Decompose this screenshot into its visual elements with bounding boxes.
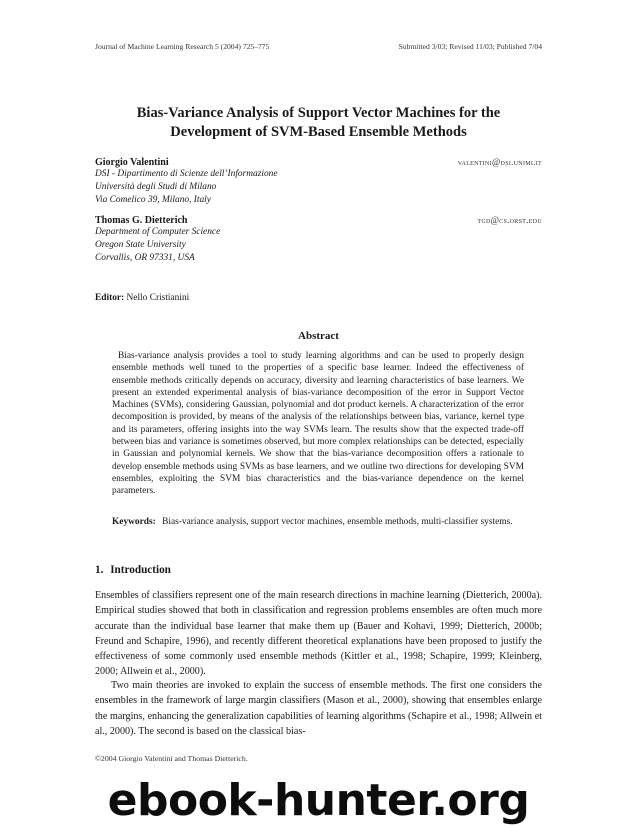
paper-title-line-1: Bias-Variance Analysis of Support Vector Machines for the <box>136 105 501 121</box>
author-email: valentini@dsi.unimi.it <box>457 157 542 167</box>
author-name: Thomas G. Dietterich <box>95 215 188 226</box>
abstract-heading: Abstract <box>298 330 339 342</box>
keywords-line <box>112 516 524 528</box>
author-affiliation-line: Via Comelico 39, Milano, Italy <box>95 195 211 205</box>
editor-label: Editor: <box>95 293 125 303</box>
copyright-notice: ©2004 Giorgio Valentini and Thomas Dietterich. <box>95 754 248 763</box>
keywords-text: Bias-variance analysis, support vector machines, ensemble methods, multi-classifier systems. <box>162 517 513 527</box>
submission-dates: Submitted 3/03; Revised 11/03; Published 7/04 <box>398 42 542 51</box>
section-title: Introduction <box>110 564 171 576</box>
author-block-2 <box>95 215 542 265</box>
paper-title <box>60 104 577 142</box>
section-heading <box>95 564 171 576</box>
author-name: Giorgio Valentini <box>95 157 169 168</box>
running-header <box>95 42 542 51</box>
editor-line <box>95 293 189 303</box>
keywords-label: Keywords: <box>112 517 156 527</box>
section-number: 1. <box>95 564 104 576</box>
author-affiliation-line: Oregon State University <box>95 240 186 250</box>
watermark: ebook-hunter.org <box>107 775 530 826</box>
body-paragraph: Two main theories are invoked to explain the success of ensemble methods. The first one considers the ensembles in the framework of large margin classifiers (Mason et al., 2000), showing that ensembles enlarge the margins, enhancing the generalization capabilities of learning algorithms (Schapire et al., 1998; Allwein et al., 2000). The second is based on the classical bias- <box>95 680 542 737</box>
author-email: tgd@cs.orst.edu <box>477 215 542 225</box>
paper-title-line-2: Development of SVM-Based Ensemble Methods <box>170 124 467 140</box>
author-affiliation-line: Corvallis, OR 97331, USA <box>95 253 195 263</box>
author-affiliation-line: Università degli Studi di Milano <box>95 182 217 192</box>
author-affiliation-line: DSI - Dipartimento di Scienze dell’Informazione <box>95 169 278 179</box>
author-affiliation-line: Department of Computer Science <box>95 227 221 237</box>
body-paragraph: Ensembles of classifiers represent one of the main research directions in machine learning (Dietterich, 2000a). Empirical studies showed that both in classification and regression problems ensembles are often much more accurate than the individual base learner that make them up (Bauer and Kohavi, 1999; Dietterich, 2000b; Freund and Schapire, 1996), and recently different theoretical explanations have been proposed to justify the effectiveness of some commonly used ensemble methods (Kittler et al., 1998; Schapire, 1999; Kleinberg, 2000; Allwein et al., 2000). <box>95 590 542 678</box>
editor-name: Nello Cristianini <box>126 293 190 303</box>
abstract-text: Bias-variance analysis provides a tool to study learning algorithms and can be used to properly design ensemble methods well tuned to the properties of a specific base learner. Indeed the effectiveness of ensemble methods critically depends on accuracy, diversity and learning characteristics of base learners. We present an extended experimental analysis of bias-variance decomposition of the error in Support Vector Machines (SVMs), considering Gaussian, polynomial and dot product kernels. A characterization of the error decomposition is provided, by means of the analysis of the relationships between bias, variance, kernel type and its parameters, offering insights into the way SVMs learn. The results show that the expected trade-off between bias and variance is sometimes observed, but more complex relationships can be detected, especially in Gaussian and polynomial kernels. We show that the bias-variance decomposition offers a rationale to develop ensemble methods using SVMs as base learners, and we outline two directions for developing SVM ensembles, exploiting the SVM bias characteristics and the bias-variance dependence on the kernel parameters. <box>112 351 524 497</box>
journal-citation: Journal of Machine Learning Research 5 (2004) 725–775 <box>95 42 270 51</box>
author-block-1 <box>95 157 542 207</box>
